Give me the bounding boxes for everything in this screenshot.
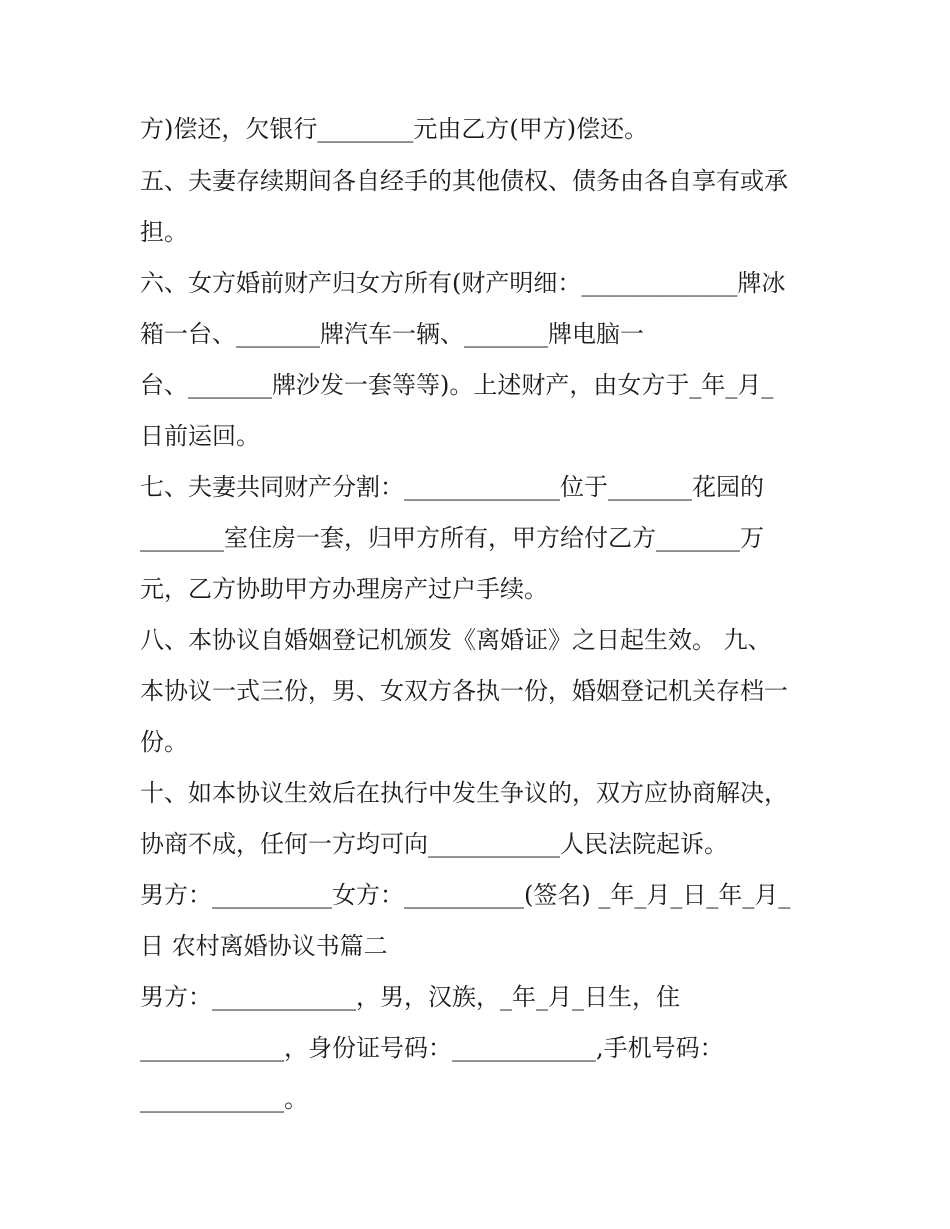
text-line: 份。 <box>140 728 188 756</box>
text-line: 十、如本协议生效后在执行中发生争议的，双方应协商解决， <box>140 779 788 807</box>
text-line: _______室住房一套，归甲方所有，甲方给付乙方_______万 <box>140 524 764 552</box>
text-line: 男方：__________女方：__________(签名) _年_月_日_年_月_ <box>140 881 791 909</box>
text-line: 箱一台、_______牌汽车一辆、_______牌电脑一 <box>140 320 644 348</box>
text-line: 五、夫妻存续期间各自经手的其他债权、债务由各自享有或承 <box>140 167 788 195</box>
text-line: 元，乙方协助甲方办理房产过户手续。 <box>140 575 548 603</box>
text-line: 日 农村离婚协议书篇二 <box>140 932 388 960</box>
text-line: 日前运回。 <box>140 422 260 450</box>
text-line: ____________，身份证号码：____________,手机号码： <box>140 1034 724 1062</box>
text-line: 方)偿还，欠银行________元由乙方(甲方)偿还。 <box>140 115 649 143</box>
text-line: 六、女方婚前财产归女方所有(财产明细：_____________牌冰 <box>140 269 786 297</box>
text-line: 男方：____________，男，汉族，_年_月_日生，住 <box>140 983 680 1011</box>
text-line: 台、_______牌沙发一套等等)。上述财产，由女方于_年_月_ <box>140 371 774 399</box>
text-line: 七、夫妻共同财产分割：_____________位于_______花园的 <box>140 473 764 501</box>
text-line: 协商不成，任何一方均可向___________人民法院起诉。 <box>140 830 728 858</box>
text-line: 本协议一式三份，男、女双方各执一份，婚姻登记机关存档一 <box>140 677 788 705</box>
text-line: 八、本协议自婚姻登记机颁发《离婚证》之日起生效。 九、 <box>140 626 772 654</box>
text-line: 担。 <box>140 218 188 246</box>
text-line: ____________。 <box>140 1085 308 1113</box>
